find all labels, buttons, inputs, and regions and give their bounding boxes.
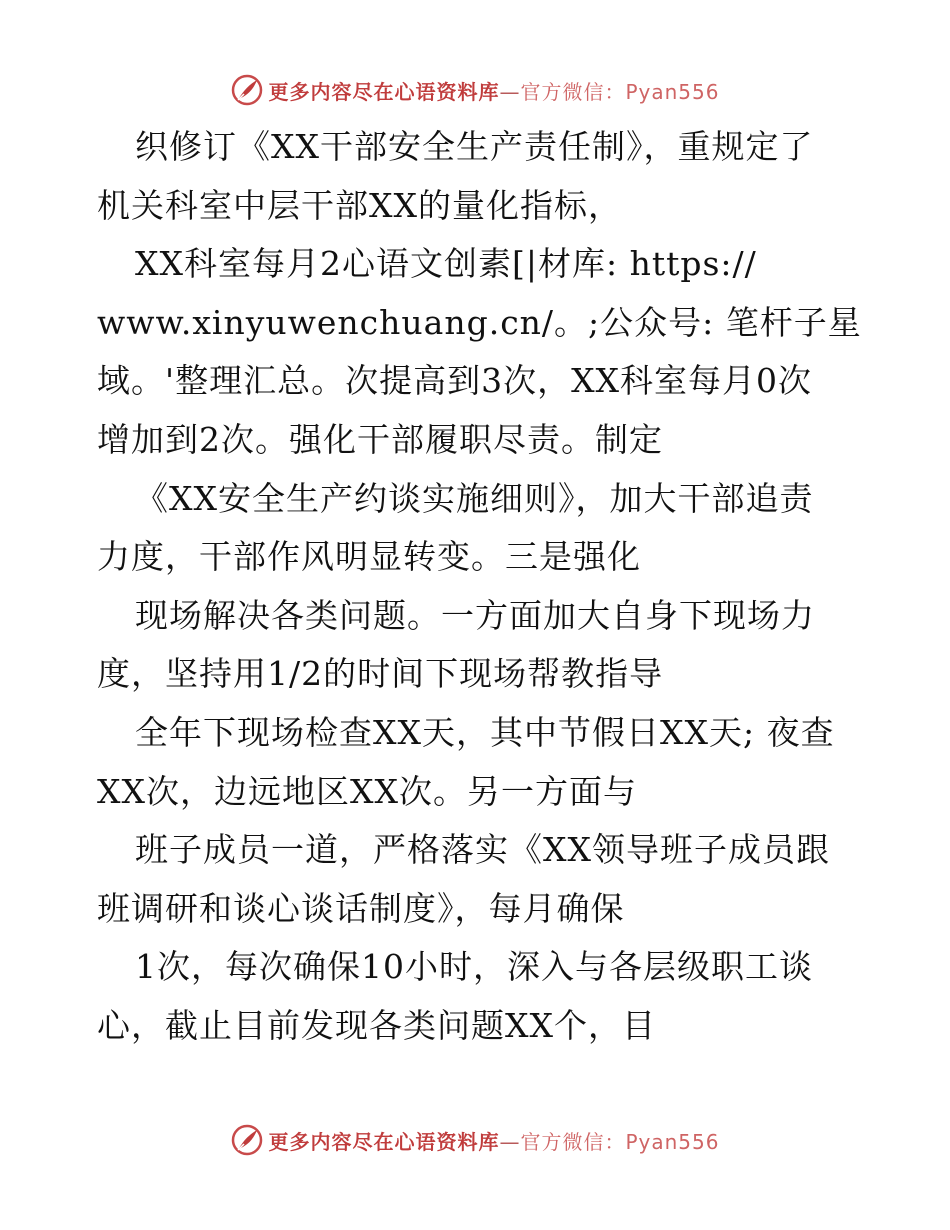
watermark-contact: 官方微信：Pyan556 bbox=[520, 1129, 720, 1154]
text-line: 机关科室中层干部XX的量化指标， bbox=[97, 185, 622, 225]
watermark-separator: — bbox=[499, 1129, 521, 1154]
text-line: 度，坚持用1/2的时间下现场帮教指导 bbox=[97, 654, 664, 694]
watermark-separator: — bbox=[499, 79, 521, 104]
footer-watermark bbox=[0, 1120, 950, 1160]
text-line: 班调研和谈心谈话制度》，每月确保 bbox=[97, 888, 625, 928]
text-line: 力度，干部作风明显转变。三是强化 bbox=[97, 537, 641, 577]
text-line: www.xinyuwenchuang.cn/。;公众号: 笔杆子星 bbox=[97, 302, 862, 342]
watermark-site-name: 更多内容尽在心语资料库 bbox=[268, 1129, 500, 1154]
text-line: 现场解决各类问题。一方面加大自身下现场力 bbox=[135, 595, 815, 635]
text-line: 1次，每次确保10小时，深入与各层级职工谈 bbox=[135, 947, 813, 987]
text-line: XX科室每月2心语文创素[|材库: https:// bbox=[135, 244, 757, 284]
watermark-contact: 官方微信：Pyan556 bbox=[520, 79, 720, 104]
header-watermark bbox=[0, 70, 950, 110]
watermark-text bbox=[268, 76, 719, 105]
text-line: 增加到2次。强化干部履职尽责。制定 bbox=[97, 419, 663, 459]
quill-pen-logo-icon bbox=[230, 73, 264, 107]
text-line: 《XX安全生产约谈实施细则》，加大干部追责 bbox=[135, 478, 814, 518]
quill-pen-logo-icon bbox=[230, 1123, 264, 1157]
document-body bbox=[97, 118, 862, 1056]
text-line: 域。'整理汇总。次提高到3次，XX科室每月0次 bbox=[97, 361, 813, 401]
watermark-text bbox=[268, 1126, 719, 1155]
text-line: XX次，边远地区XX次。另一方面与 bbox=[97, 771, 637, 811]
text-line: 织修订《XX干部安全生产责任制》，重规定了 bbox=[135, 127, 814, 166]
text-line: 心，截止目前发现各类问题XX个，目 bbox=[97, 1005, 656, 1045]
watermark-site-name: 更多内容尽在心语资料库 bbox=[268, 79, 500, 104]
text-line: 全年下现场检查XX天，其中节假日XX天; 夜查 bbox=[135, 712, 835, 752]
text-line: 班子成员一道，严格落实《XX领导班子成员跟 bbox=[135, 830, 830, 870]
